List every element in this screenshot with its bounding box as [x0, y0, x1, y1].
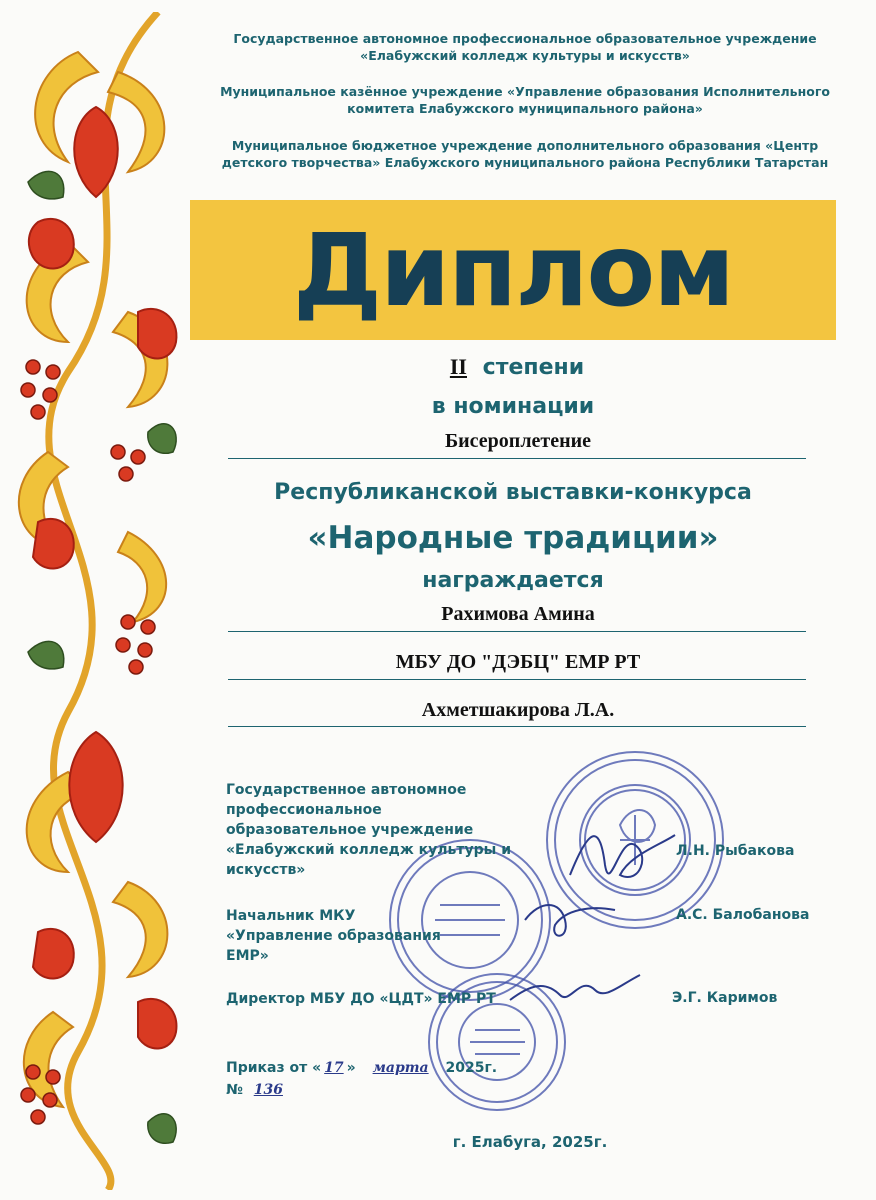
order-day: 17 — [324, 1060, 344, 1076]
signature-rybakova-icon — [560, 815, 680, 895]
recipient-underline — [228, 631, 806, 632]
degree-line — [190, 354, 836, 380]
order-number-line — [226, 1080, 426, 1100]
order-prefix: Приказ от « — [226, 1060, 322, 1076]
signatory-college-label: Государственное автономное профессиональное образовательное учреждение «Елабужский колледж культуры и искусств» — [226, 782, 512, 878]
header-org-education: Муниципальное казённое учреждение «Управление образования Исполнительного комитета Елабужского муниципального района» — [220, 84, 830, 116]
order-number: 136 — [253, 1082, 283, 1098]
recipient-name: Рахимова Амина — [441, 603, 595, 625]
header-org-college: Государственное автономное профессиональное образовательное учреждение «Елабужский колледж культуры и искусств» — [233, 31, 817, 63]
order-year: 2025г. — [445, 1060, 498, 1076]
order-line — [226, 1058, 546, 1078]
nomination-underline — [228, 458, 806, 459]
degree-suffix: степени — [482, 355, 585, 380]
title-banner — [190, 200, 836, 340]
signatory-cdt-label: Директор МБУ ДО «ЦДТ» ЕМР РТ — [226, 991, 496, 1007]
signatory-education-name: А.С. Балобанова — [676, 907, 810, 923]
signatory-education-label: Начальник МКУ «Управление образования ЕМР» — [226, 908, 441, 964]
signatory-college-name: Л.Н. Рыбакова — [676, 843, 795, 859]
diploma-title: Диплом — [293, 211, 733, 329]
header-org-cdt: Муниципальное бюджетное учреждение дополнительного образования «Центр детского творчества» Елабужского муниципального района Республики Татарстан — [221, 138, 829, 170]
signatory-cdt-name: Э.Г. Каримов — [672, 990, 778, 1006]
teacher-underline — [228, 726, 806, 727]
nomination-label: в номинации — [431, 394, 595, 419]
signature-karimov-icon — [505, 965, 645, 1015]
order-number-label: № — [226, 1082, 243, 1098]
recipient-organization: МБУ ДО "ДЭБЦ" ЕМР РТ — [395, 651, 641, 673]
order-month: марта — [372, 1060, 429, 1076]
degree-value: II — [449, 354, 467, 379]
organization-underline — [228, 679, 806, 680]
signature-balobanova-icon — [520, 890, 620, 950]
nomination-value: Бисероплетение — [444, 430, 592, 452]
contest-name: «Народные традиции» — [307, 520, 719, 556]
footer-city-year: г. Елабуга, 2025г. — [452, 1133, 608, 1151]
contest-line: Республиканской выставки-конкурса — [274, 480, 752, 505]
teacher-name: Ахметшакирова Л.А. — [421, 699, 615, 721]
awarded-label: награждается — [422, 568, 604, 593]
ornament-border — [8, 12, 183, 1190]
order-mid: » — [346, 1060, 356, 1076]
